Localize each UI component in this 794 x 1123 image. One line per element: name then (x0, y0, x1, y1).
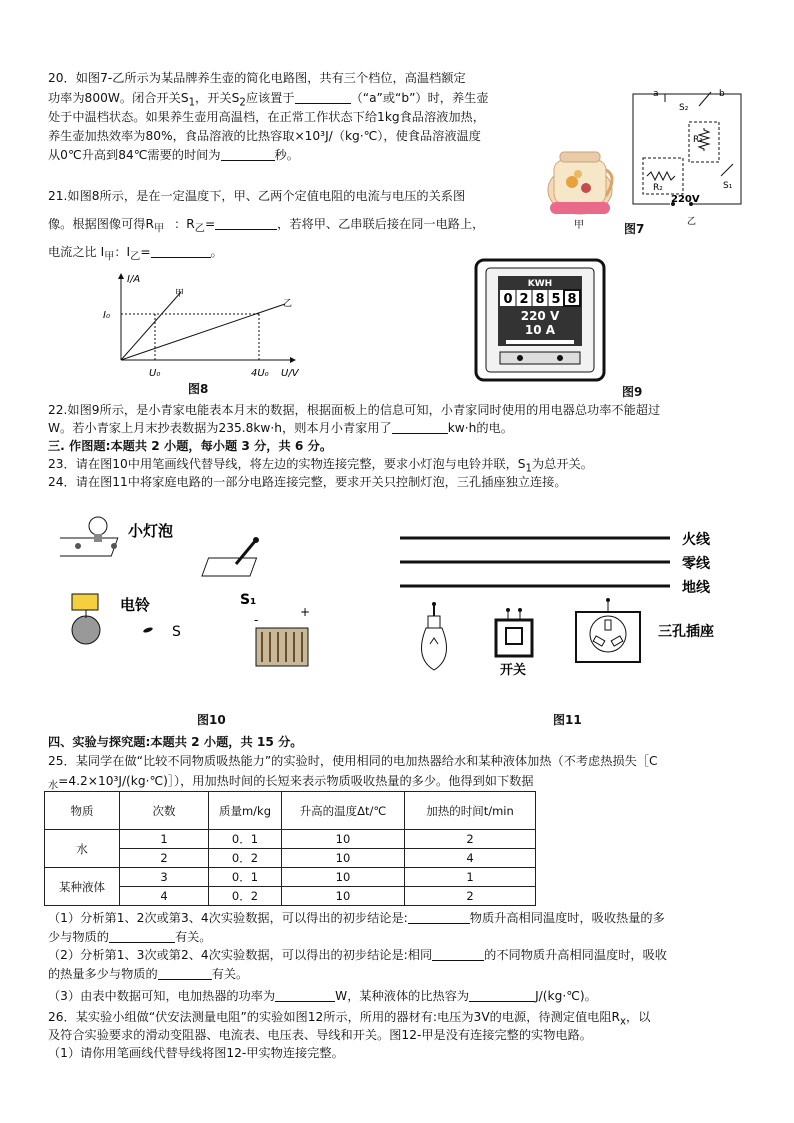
fig7-s1: S₁ (723, 181, 733, 191)
q21-text: = (140, 245, 151, 259)
answer-blank[interactable] (158, 967, 212, 980)
q20-text: 从0℃升高到84℃需要的时间为 (48, 148, 221, 162)
fig8-caption: 图8 (188, 382, 209, 396)
fig8-i0: I₀ (103, 310, 110, 321)
q25-text: 物质升高相同温度时，吸收热量的多 (469, 911, 665, 925)
q20-text: 应该置于 (245, 91, 295, 105)
q21-text: 像。根据图像可得R (48, 217, 154, 231)
q21-text: ：I (114, 245, 131, 259)
q20-sub: 2 (239, 97, 246, 109)
q22-text: kw·h的电。 (447, 421, 513, 435)
meter-digit: 8 (535, 292, 545, 307)
fig9-energy-meter (470, 256, 610, 386)
table-cell: 0．2 (209, 849, 282, 868)
table-cell: 10 (282, 887, 405, 906)
answer-blank[interactable] (408, 911, 470, 924)
q25-text: （2）分析第1、3次或第2、4次实验数据，可以得出的初步结论是:相同 (48, 948, 433, 962)
q25-p2 (48, 947, 667, 963)
q20-sub: 1 (188, 97, 196, 109)
table-cell: 2 (405, 830, 536, 849)
q25-text: J/(kg·℃)。 (535, 989, 597, 1003)
fig8-line-jia-label: 甲 (175, 289, 185, 299)
section3-title: 三. 作图题:本题共 2 小题，每小题 3 分，共 6 分。 (48, 439, 333, 453)
q20-text: 秒。 (274, 148, 299, 162)
table-cell: 10 (282, 868, 405, 887)
answer-blank[interactable] (432, 948, 484, 961)
q21-sub: 乙 (194, 223, 205, 235)
fig10-switch-label: S₁ (240, 592, 257, 608)
fig7-voltage: 220V (671, 194, 700, 205)
table-cell: 2 (120, 849, 209, 868)
fig10-caption: 图10 (197, 713, 226, 727)
table-header: 次数 (120, 792, 209, 830)
fig9-caption: 图9 (622, 385, 643, 399)
q23-text: 为总开关。 (531, 457, 593, 471)
fig7-circuit-label: 乙 (687, 217, 697, 227)
fig7-caption: 图7 (624, 222, 645, 236)
meter-digit: 2 (519, 292, 529, 307)
q25-p3 (48, 988, 597, 1004)
q21-text: 电流之比 I (48, 245, 105, 259)
q25-text: 有关。 (174, 930, 212, 944)
table-cell: 10 (282, 830, 405, 849)
fig11-bulb[interactable] (422, 602, 447, 670)
meter-digit: 0 (503, 292, 513, 307)
table-row (45, 868, 536, 887)
fig8-xlabel: U/V (281, 368, 299, 379)
q25-text: =4.2×10³J/(kg·℃)］），用加热时间的长短来表示物质吸收热量的多少。他得到如下数据 (58, 774, 534, 788)
q25-line1: 25．某同学在做“比较不同物质吸热能力”的实验时，使用相同的电加热器给水和某种液体加热（不考虑热损失［C (48, 754, 658, 768)
q25-text: W，某种液体的比热容为 (335, 989, 470, 1003)
fig10-s-label: S (172, 624, 181, 640)
q20-text: ，开关S (195, 91, 240, 105)
q21-sub: 乙 (130, 251, 141, 263)
fig11-live-label: 火线 (682, 532, 710, 548)
q25-text: 的热量多少与物质的 (48, 967, 158, 981)
answer-blank[interactable] (215, 217, 277, 230)
answer-blank[interactable] (275, 989, 335, 1002)
fig7-r1: R₁ (693, 135, 703, 145)
q24-text: 24．请在图11中将家庭电路的一部分电路连接完整，要求开关只控制灯泡，三孔插座独立连接。 (48, 475, 567, 489)
q21-text: = (204, 217, 216, 231)
table-cell: 0．1 (209, 830, 282, 849)
table-cell: 0．1 (209, 868, 282, 887)
fig9-voltage: 220 V (520, 309, 560, 323)
table-cell: 4 (120, 887, 209, 906)
fig10-plus-label: + (300, 605, 311, 619)
q25-text: 少与物质的 (48, 930, 109, 944)
fig7-photo-label: 甲 (574, 220, 584, 230)
table-cell: 4 (405, 849, 536, 868)
q21-text: 。 (210, 245, 223, 259)
q20-text: 功率为800W。闭合开关S (48, 91, 189, 105)
answer-blank[interactable] (151, 245, 211, 258)
q21-line2 (48, 216, 484, 237)
fig8-u4: 4U₀ (251, 368, 269, 379)
table-cell: 2 (405, 887, 536, 906)
fig11-household-circuit (396, 524, 756, 684)
q21-sub: 甲 (104, 251, 115, 263)
fig10-minus-label: - (254, 613, 259, 627)
section4-title: 四、实验与探究题:本题共 2 小题，共 15 分。 (48, 735, 303, 749)
data-table (44, 791, 536, 906)
fig11-socket[interactable] (576, 598, 640, 662)
q22-line1: 22.如图9所示，是小青家电能表本月末的数据，根据面板上的信息可知，小青家同时使用的用电器总功率不能超过 (48, 403, 661, 417)
q20-text: （“a”或“b”）时，养生壶 (350, 91, 489, 105)
fig8-ylabel: I/A (127, 274, 141, 285)
fig8-line-yi-label: 乙 (283, 299, 293, 309)
fig10-bell-label: 电铃 (120, 596, 151, 614)
q25-text: 的不同物质升高相同温度时，吸收 (484, 948, 667, 962)
fig10-components (60, 510, 340, 680)
table-cell: 0．2 (209, 887, 282, 906)
answer-blank[interactable] (469, 989, 535, 1002)
q20-line5 (48, 147, 299, 163)
q25-p1 (48, 910, 665, 926)
q25-text: （1）分析第1、2次或第3、4次实验数据，可以得出的初步结论是: (48, 911, 408, 925)
fig7-s2: S₂ (679, 103, 689, 113)
fig11-switch[interactable] (496, 608, 532, 656)
q26-text: ，以 (626, 1010, 651, 1024)
q26-line3: （1）请你用笔画线代替导线将图12-甲实物连接完整。 (48, 1046, 344, 1060)
meter-digit: 5 (551, 292, 561, 307)
table-cell: 3 (120, 868, 209, 887)
fig8-graph (95, 262, 315, 384)
answer-blank[interactable] (392, 421, 448, 434)
fig10-bulb-label: 小灯泡 (128, 522, 174, 540)
fig11-socket-label: 三孔插座 (658, 624, 714, 640)
table-group: 水 (45, 830, 120, 868)
q20-line1: 20．如图7-乙所示为某品牌养生壶的简化电路图，共有三个档位，高温档额定 (48, 71, 466, 85)
q21-line1: 21.如图8所示，是在一定温度下，甲、乙两个定值电阻的电流与电压的关系图 (48, 189, 466, 203)
answer-blank[interactable] (221, 148, 275, 161)
q25-text: （3）由表中数据可知，电加热器的功率为 (48, 989, 276, 1003)
table-group: 某种液体 (45, 868, 120, 906)
q23-sub: 1 (525, 463, 532, 475)
table-header: 质量m/kg (209, 792, 282, 830)
fig8-u0: U₀ (149, 368, 161, 379)
table-header: 升高的温度Δt/℃ (282, 792, 405, 830)
answer-blank[interactable] (109, 930, 175, 943)
q22-text: W。若小青家上月末抄表数据为235.8kw·h，则本月小青家用了 (48, 421, 392, 435)
table-cell: 10 (282, 849, 405, 868)
table-header: 物质 (45, 792, 120, 830)
table-cell: 1 (405, 868, 536, 887)
table-cell: 1 (120, 830, 209, 849)
fig9-current: 10 A (524, 323, 556, 337)
answer-blank[interactable] (295, 91, 351, 104)
q25-p1-cont (48, 929, 212, 945)
q25-text: 有关。 (211, 967, 249, 981)
fig7-a: a (653, 89, 659, 99)
q26-text: 26．某实验小组做“伏安法测量电阻”的实验如图12所示，所用的器材有:电压为3V的电源，待测定值电阻R (48, 1010, 620, 1024)
fig11-ground-label: 地线 (682, 580, 710, 596)
q26-line2: 及符合实验要求的滑动变阻器、电流表、电压表、导线和开关。图12-甲是没有连接完整的实物电路。 (48, 1028, 592, 1042)
fig11-switch-label: 开关 (500, 663, 527, 678)
fig9-unit: KWH (527, 279, 553, 289)
q22-line2 (48, 420, 513, 436)
fig11-caption: 图11 (553, 713, 582, 727)
q23-text: 23．请在图10中用笔画线代替导线，将左边的实物连接完整，要求小灯泡与电铃并联，S (48, 457, 526, 471)
q25-p2-cont (48, 966, 248, 982)
q20-line3: 处于中温档状态。如果养生壶用高温档，在正常工作状态下给1kg食品溶液加热， (48, 110, 485, 124)
q21-text: ：R (174, 217, 195, 231)
fig7-circuit (625, 84, 750, 229)
table-row (45, 830, 536, 849)
q25-sub: 水 (48, 780, 59, 792)
q26-sub: x (620, 1016, 627, 1028)
q21-text: ，若将甲、乙串联后接在同一电路上， (277, 217, 485, 231)
fig11-neutral-label: 零线 (682, 556, 710, 572)
q20-line4: 养生壶加热效率为80%，食品溶液的比热容取×10³J/（kg·℃），使食品溶液温度 (48, 129, 481, 143)
fig7-b: b (719, 89, 725, 99)
fig7-r2: R₂ (653, 183, 663, 193)
table-header: 加热的时间t/min (405, 792, 536, 830)
q21-sub: 甲 (153, 223, 165, 235)
fig7-kettle-photo (540, 120, 620, 230)
meter-digit: 8 (567, 292, 577, 307)
